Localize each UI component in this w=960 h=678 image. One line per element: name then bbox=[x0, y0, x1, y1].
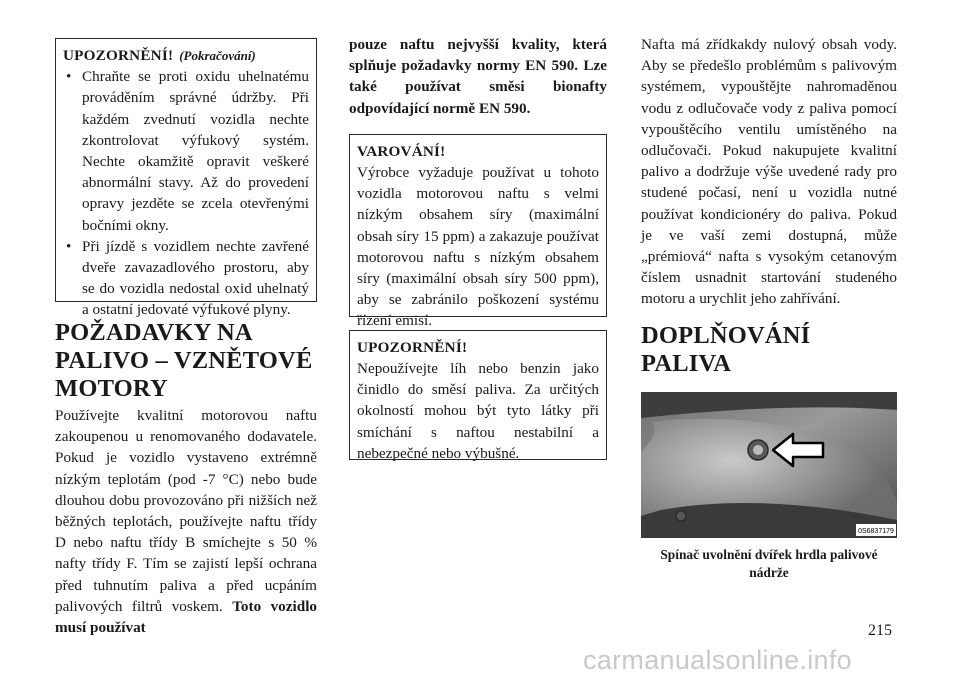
door-panel-illustration bbox=[641, 392, 897, 538]
caution-text: Nepoužívejte líh nebo benzin jako činidlo do směsí paliva. Za určitých okolností mohou být tyto látky při smíchání s naftou nestabilní a nebezpečné nebo výbušné. bbox=[357, 360, 599, 462]
caution-bullet-item: • Při jízdě s vozidlem nechte zavřené dveře zavazadlového prostoru, aby se do vozidla nedostal oxid uhelnatý a ostatní jedovaté výfukové plyny. bbox=[63, 236, 309, 321]
section-heading-fuel-requirements: POŽADAVKY NA PALIVO – VZNĚTOVÉ MOTORY bbox=[55, 319, 313, 402]
caution-bullet-list bbox=[63, 66, 309, 320]
column-right bbox=[641, 34, 897, 452]
bold-paragraph-text: pouze naftu nejvyšší kvality, která splňuje požadavky normy EN 590. Lze také používat směsi bionafty odpovídající normě EN 590. bbox=[349, 36, 607, 117]
body-bold-text: Toto vozidlo musí používat bbox=[55, 597, 318, 637]
continued-label: (Pokračování) bbox=[179, 48, 256, 63]
warning-title: VAROVÁNÍ! bbox=[357, 142, 446, 160]
water-content-paragraph: Nafta má zřídkakdy nulový obsah vody. Aby se předešlo problémům s palivovým systémem, vypouštějte nahromaděnou vodu z odlučovače vody z paliva pomocí vypouštěcího ventilu umístěného na odlučovači. Pokud nakupujete kvalitní palivo a dodržuje výše uvedené rady pro studené počasí, není u vozidla nutné používat kondicionéry do paliva. Pokud je ve vaší zemi dostupná, může „prémiová“ nafta s vysokým cetanovým číslem usnadnit startování studeného motoru a urychlit jeho zahřívání. bbox=[641, 36, 897, 308]
warning-box bbox=[349, 134, 607, 330]
warning-text: Výrobce vyžaduje používat u tohoto vozidla motorovou naftu s velmi nízkým obsahem síry (maximální obsah síry 15 ppm) a zakazuje používat motorovou naftu s nízkým obsahem síry (maximální obsah síry 500 ppm), aby se zabránilo poškození systému řízení emisí. bbox=[357, 164, 599, 330]
page-number: 215 bbox=[868, 622, 892, 639]
column-left bbox=[55, 38, 317, 638]
fuel-requirement-bold-paragraph bbox=[349, 34, 607, 119]
caution-title: UPOZORNĚNÍ! bbox=[63, 47, 174, 64]
photo-code-label: 0S6837179 bbox=[858, 528, 894, 535]
fuel-requirements-paragraph bbox=[55, 405, 317, 638]
photo-caption: Spínač uvolnění dvířek hrdla palivové nádrže bbox=[660, 547, 878, 580]
body-text: Používejte kvalitní motorovou naftu zakoupenou u renomovaného dodavatele. Pokud je vozidlo vystaveno extrémně nízkým teplotám (pod -7 °C) nebo bude dlouhou dobu provozováno při nižších než běžných teplotách, používejte naftu třídy D nebo naftu třídy B smíchejte s 50 % nafty třídy F. Tím se zajistí lepší ochrana před tuhnutím paliva a před ucpáním palivových filtrů voskem. bbox=[55, 407, 317, 615]
caution-title: UPOZORNĚNÍ! bbox=[357, 338, 468, 356]
watermark: carmanualsonline.info bbox=[583, 645, 852, 675]
caution-box-continued bbox=[55, 38, 317, 319]
column-middle bbox=[349, 34, 607, 460]
caution-box-header bbox=[63, 45, 309, 66]
fuel-door-release-photo bbox=[641, 392, 897, 538]
caution-box bbox=[349, 330, 607, 460]
section-heading-refueling: DOPLŇOVÁNÍ PALIVA bbox=[641, 321, 811, 377]
caution-bullet-item: • Chraňte se proti oxidu uhelnatému prováděním správné údržby. Při každém zvednutí vozidla nechte zkontrolovat výfukový systém. Nechte okamžitě opravit veškeré abnormální stavy. Až do provedení opravy jezděte se zcela otevřenými bočními okny. bbox=[63, 66, 309, 236]
